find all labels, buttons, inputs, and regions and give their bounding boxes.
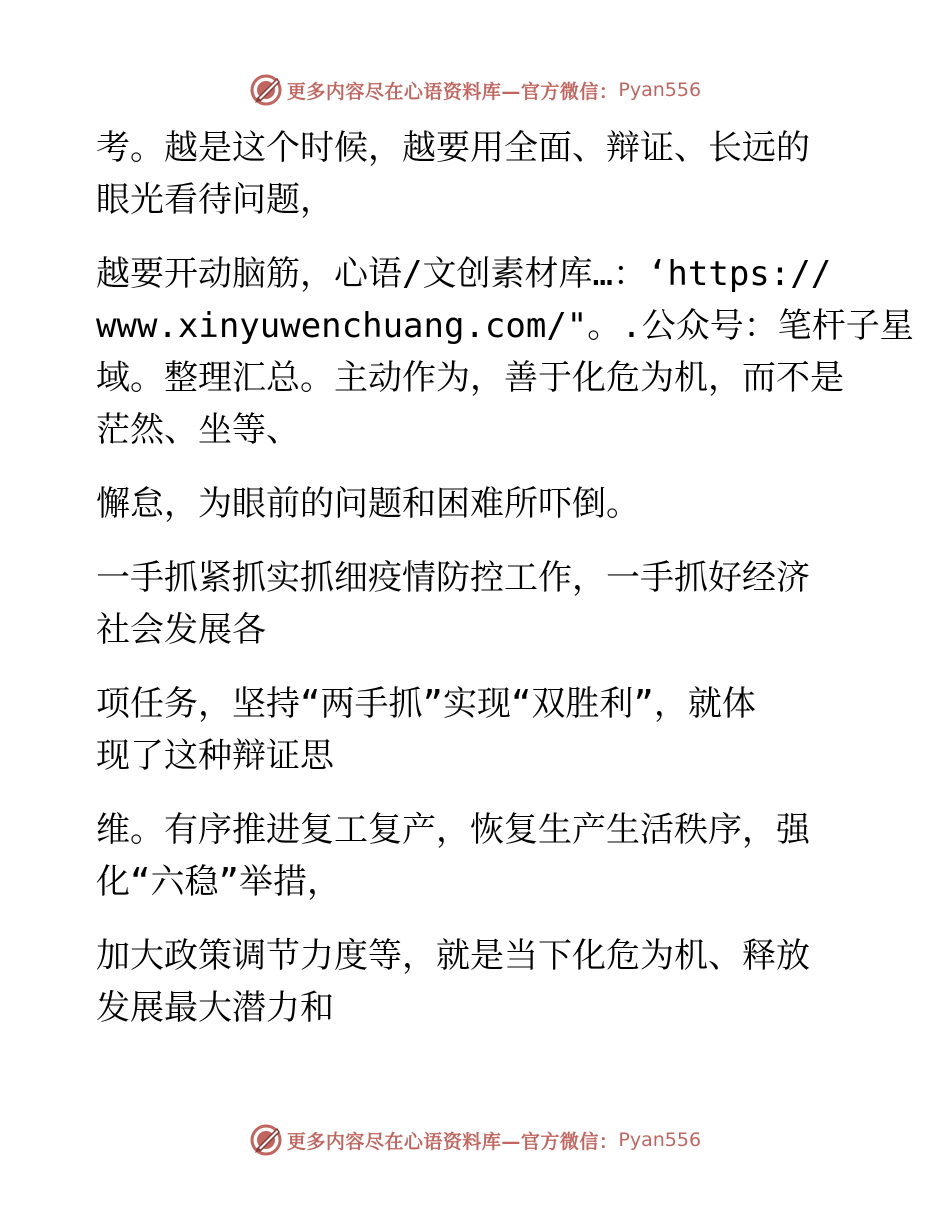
footer-banner-account: Pyan556: [618, 1129, 702, 1151]
paragraph: [96, 678, 856, 782]
text-line: 域。整理汇总。主动作为，善于化危为机，而不是: [96, 358, 844, 398]
footer-banner: [0, 1120, 950, 1160]
paragraph: [96, 804, 856, 908]
paragraph: [96, 248, 914, 456]
footer-banner-text: 更多内容尽在心语资料库—官方微信：: [286, 1130, 619, 1153]
text-line: 项任务，坚持“两手抓”实现“双胜利”，就体: [96, 684, 756, 724]
quill-logo-icon: [249, 73, 283, 107]
text-line: 一手抓紧抓实抓细疫情防控工作，一手抓好经济: [96, 558, 810, 598]
header-banner-account: Pyan556: [618, 79, 702, 101]
quill-logo-icon: [249, 1123, 283, 1157]
text-line: 发展最大潜力和: [96, 988, 334, 1028]
text-line: www.xinyuwenchuang.com/"。.公众号：笔杆子星: [96, 306, 914, 346]
paragraph: [96, 478, 856, 530]
text-line: 加大政策调节力度等，就是当下化危为机、释放: [96, 936, 810, 976]
text-line: 越要开动脑筋，心语/文创素材库…：‘https://: [96, 254, 832, 294]
header-banner-text: 更多内容尽在心语资料库—官方微信：: [286, 80, 619, 103]
paragraph: [96, 552, 856, 656]
paragraph: [96, 122, 856, 226]
text-line: 懈怠，为眼前的问题和困难所吓倒。: [96, 484, 640, 524]
text-line: 化“六稳”举措，: [96, 862, 341, 902]
text-line: 考。越是这个时候，越要用全面、辩证、长远的: [96, 128, 810, 168]
text-line: 眼光看待问题，: [96, 180, 334, 220]
text-line: 茫然、坐等、: [96, 410, 300, 450]
text-line: 现了这种辩证思: [96, 736, 334, 776]
document-body: [96, 122, 914, 1056]
paragraph: [96, 930, 856, 1034]
text-line: 维。有序推进复工复产，恢复生产生活秩序，强: [96, 810, 810, 850]
text-line: 社会发展各: [96, 610, 266, 650]
header-banner: [0, 70, 950, 110]
